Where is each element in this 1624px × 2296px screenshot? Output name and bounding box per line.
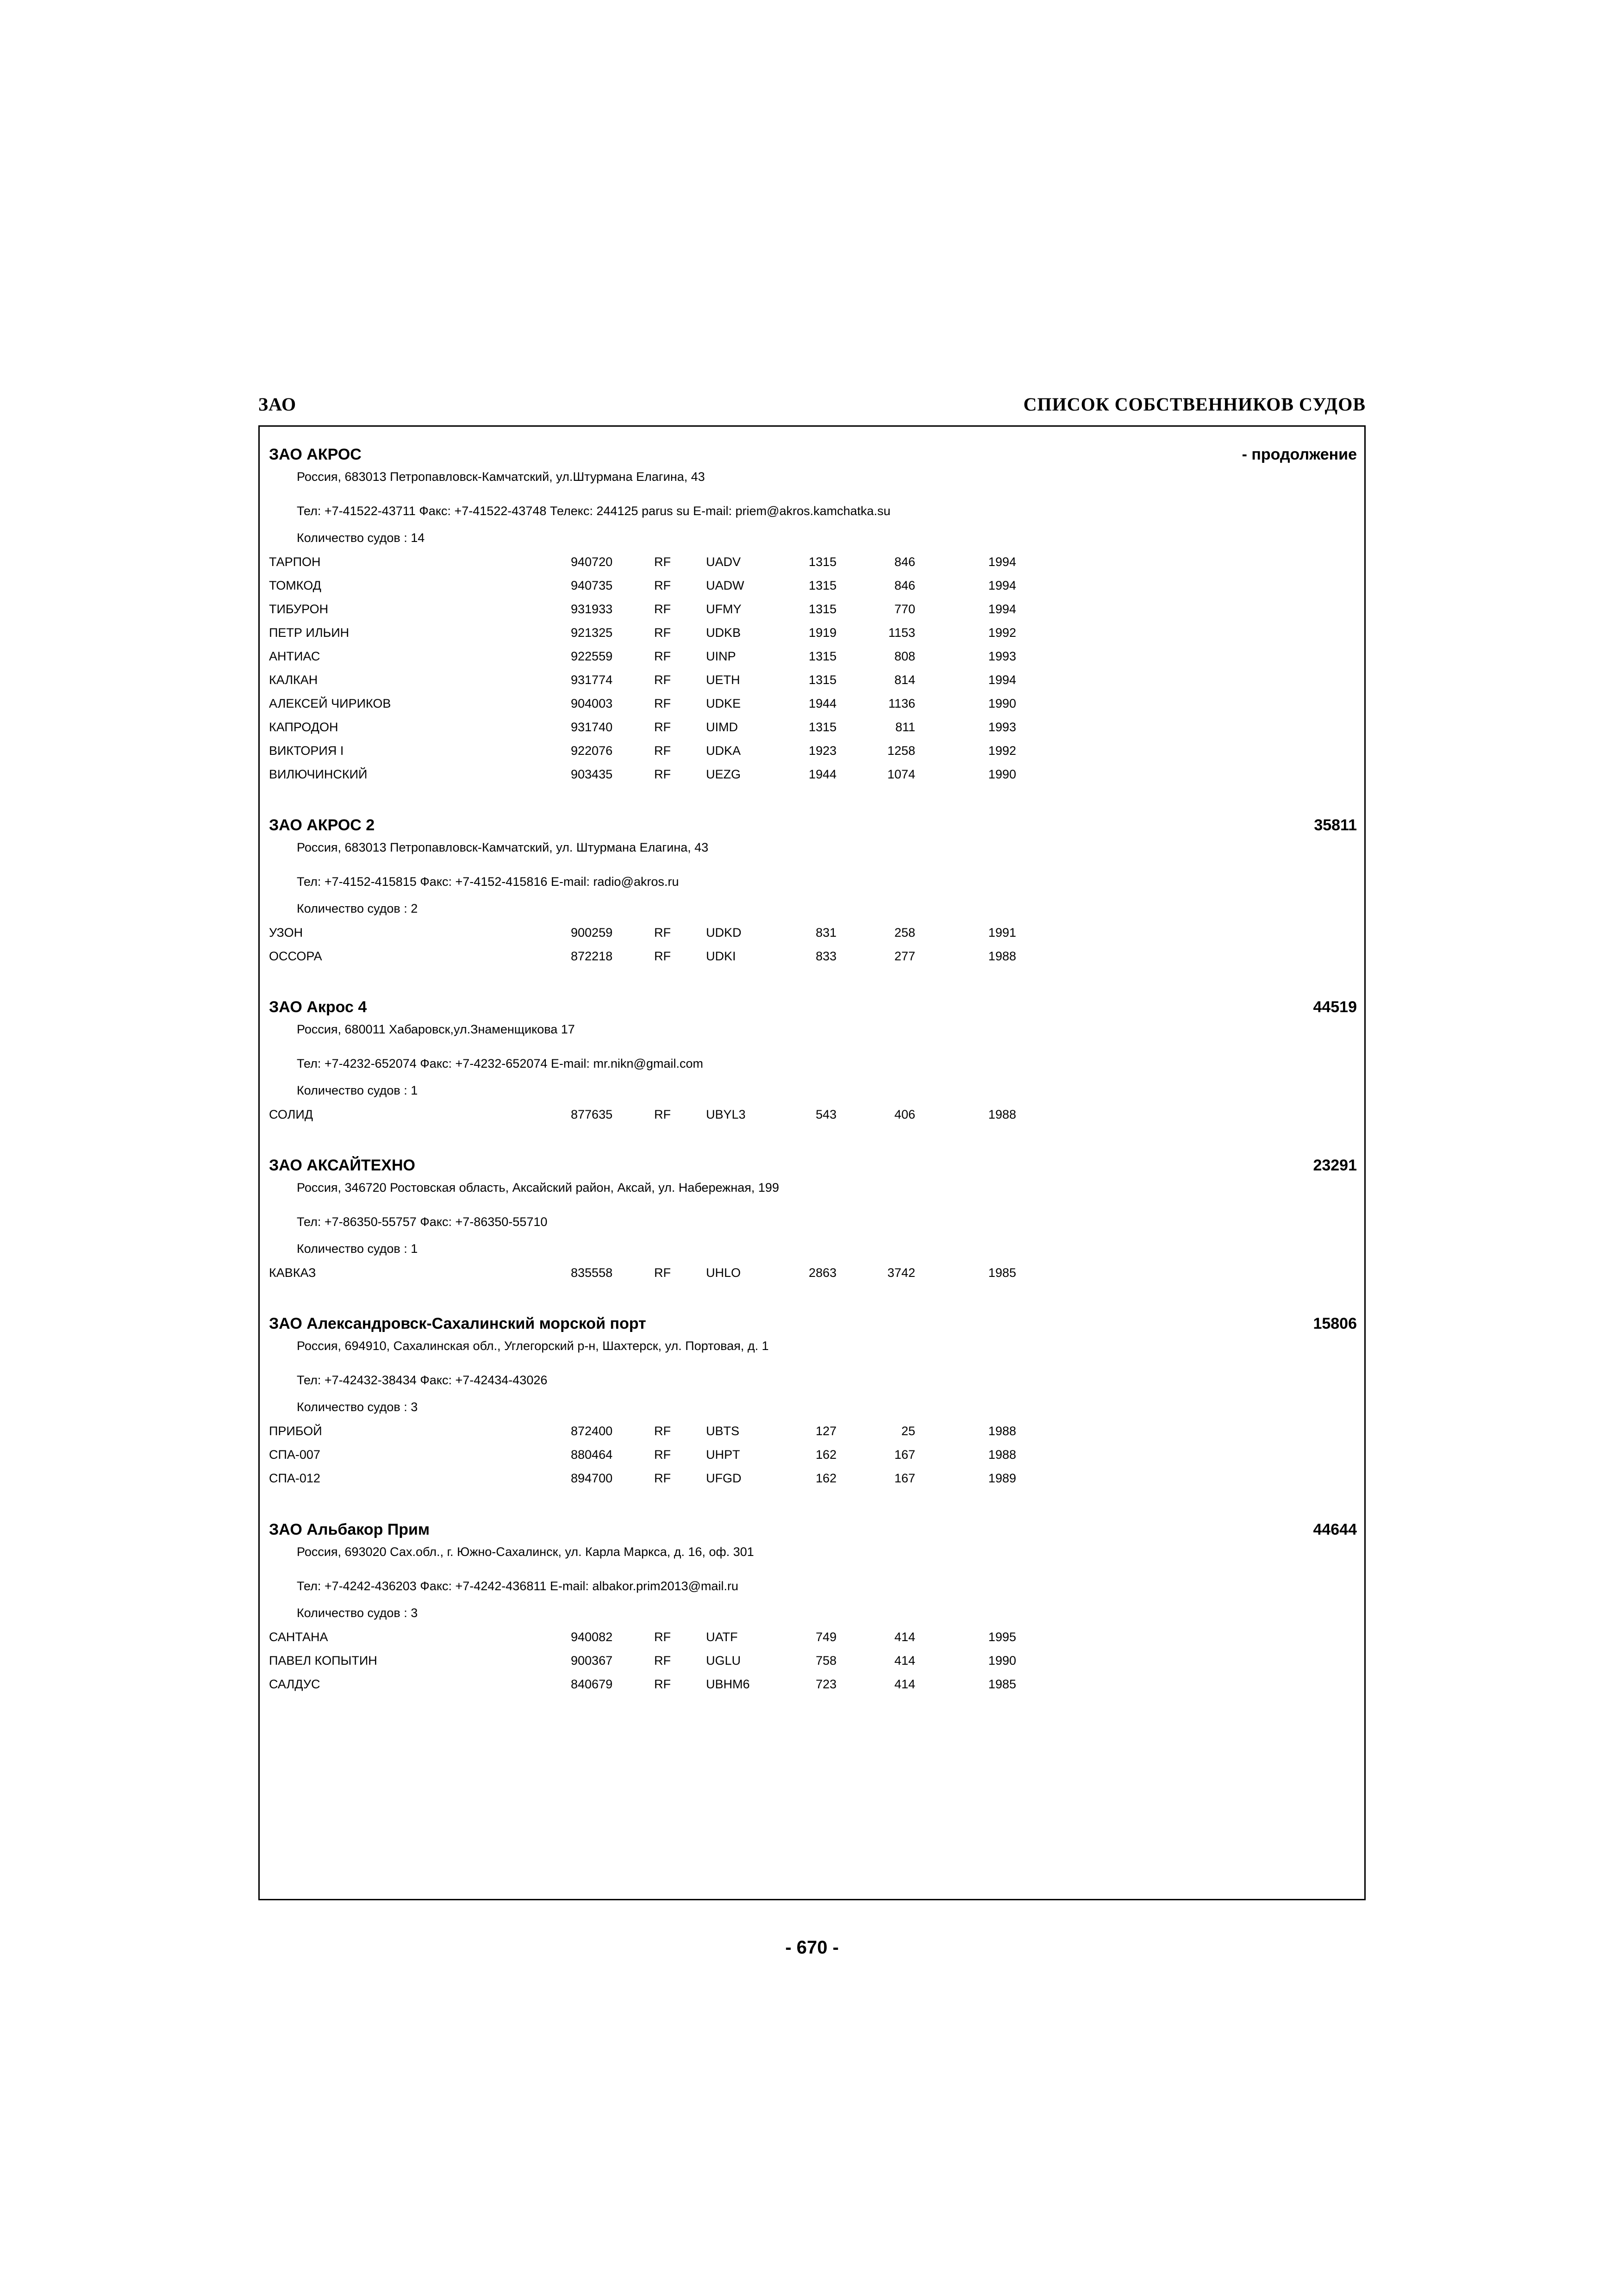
vessel-callsign: UFGD	[706, 1471, 742, 1485]
vessel-year: 1988	[988, 1424, 1016, 1438]
vessel-grt: 1315	[808, 720, 837, 734]
vessel-year: 1990	[988, 767, 1016, 781]
vessel-count: Количество судов : 14	[297, 531, 425, 545]
vessel-year: 1992	[988, 626, 1016, 640]
vessel-row	[269, 625, 1102, 649]
vessel-callsign: UBTS	[706, 1424, 740, 1438]
vessel-callsign: UGLU	[706, 1654, 741, 1668]
vessel-list	[269, 1265, 1102, 1289]
vessel-grt: 1315	[808, 602, 837, 616]
vessel-name: ТОМКОД	[269, 579, 321, 592]
vessel-imo: 922559	[571, 649, 613, 663]
vessel-year: 1989	[988, 1471, 1016, 1485]
page-number: - 670 -	[785, 1937, 839, 1958]
vessel-name: СПА-007	[269, 1448, 320, 1462]
vessel-name: КАВКАЗ	[269, 1266, 316, 1280]
vessel-name: ПЕТР ИЛЬИН	[269, 626, 350, 640]
vessel-dwt: 1136	[888, 697, 915, 710]
vessel-dwt: 277	[894, 949, 915, 963]
owner-code: - продолжение	[1242, 446, 1357, 463]
vessel-flag: RF	[654, 697, 671, 710]
vessel-year: 1994	[988, 555, 1016, 569]
owner-contacts: Тел: +7-42432-38434 Факс: +7-42434-43026	[297, 1373, 548, 1387]
vessel-dwt: 3742	[887, 1266, 915, 1280]
vessel-callsign: UFMY	[706, 602, 742, 616]
vessel-row	[269, 1424, 1102, 1447]
vessel-list	[269, 1630, 1102, 1700]
vessel-list	[269, 1424, 1102, 1494]
vessel-row	[269, 1447, 1102, 1471]
vessel-year: 1991	[988, 926, 1016, 940]
vessel-year: 1990	[988, 1654, 1016, 1668]
vessel-imo: 904003	[571, 697, 613, 710]
vessel-callsign: UETH	[706, 673, 740, 687]
vessel-row	[269, 578, 1102, 602]
vessel-flag: RF	[654, 1108, 671, 1121]
vessel-name: КАЛКАН	[269, 673, 318, 687]
owner-address: Россия, 680011 Хабаровск,ул.Знаменщикова 17	[297, 1022, 575, 1036]
vessel-dwt: 846	[894, 579, 915, 592]
vessel-flag: RF	[654, 1448, 671, 1462]
vessel-flag: RF	[654, 649, 671, 663]
owner-name: ЗАО АКСАЙТЕХНО	[269, 1157, 415, 1174]
vessel-flag: RF	[654, 626, 671, 640]
vessel-year: 1995	[988, 1630, 1016, 1644]
vessel-grt: 831	[815, 926, 837, 940]
vessel-name: ВИКТОРИЯ I	[269, 744, 344, 758]
owner-name: ЗАО Акрос 4	[269, 998, 367, 1016]
vessel-imo: 894700	[571, 1471, 613, 1485]
section-title: ЗАО	[258, 394, 297, 415]
vessel-year: 1988	[988, 1448, 1016, 1462]
vessel-flag: RF	[654, 1424, 671, 1438]
vessel-grt: 1944	[808, 697, 837, 710]
vessel-list	[269, 1107, 1102, 1131]
vessel-grt: 1315	[808, 555, 837, 569]
vessel-row	[269, 1107, 1102, 1131]
owner-list-frame	[258, 425, 1366, 1900]
vessel-count: Количество судов : 3	[297, 1606, 418, 1620]
vessel-year: 1993	[988, 649, 1016, 663]
vessel-name: АНТИАС	[269, 649, 320, 663]
vessel-row	[269, 1471, 1102, 1494]
vessel-imo: 931740	[571, 720, 613, 734]
vessel-imo: 872218	[571, 949, 613, 963]
vessel-flag: RF	[654, 1677, 671, 1691]
vessel-list	[269, 554, 1102, 790]
vessel-name: ПАВЕЛ КОПЫТИН	[269, 1654, 377, 1668]
vessel-grt: 1315	[808, 649, 837, 663]
vessel-dwt: 846	[894, 555, 915, 569]
vessel-row	[269, 649, 1102, 672]
vessel-imo: 900259	[571, 926, 613, 940]
owner-contacts: Тел: +7-4152-415815 Факс: +7-4152-415816 E-mail: radio@akros.ru	[297, 875, 679, 889]
vessel-imo: 840679	[571, 1677, 613, 1691]
vessel-name: ОССОРА	[269, 949, 322, 963]
vessel-imo: 835558	[571, 1266, 613, 1280]
vessel-callsign: UHPT	[706, 1448, 740, 1462]
vessel-year: 1993	[988, 720, 1016, 734]
vessel-grt: 162	[815, 1471, 837, 1485]
vessel-year: 1994	[988, 673, 1016, 687]
vessel-row	[269, 1677, 1102, 1700]
vessel-count: Количество судов : 2	[297, 902, 418, 915]
vessel-grt: 1315	[808, 673, 837, 687]
vessel-callsign: UADW	[706, 579, 744, 592]
vessel-dwt: 25	[901, 1424, 915, 1438]
vessel-callsign: UEZG	[706, 767, 741, 781]
vessel-row	[269, 767, 1102, 790]
owner-code: 23291	[1313, 1157, 1357, 1174]
vessel-dwt: 1258	[887, 744, 915, 758]
vessel-callsign: UDKB	[706, 626, 741, 640]
vessel-imo: 922076	[571, 744, 613, 758]
vessel-dwt: 414	[894, 1654, 915, 1668]
document-title: СПИСОК СОБСТВЕННИКОВ СУДОВ	[1023, 394, 1366, 415]
vessel-flag: RF	[654, 926, 671, 940]
vessel-name: ТАРПОН	[269, 555, 321, 569]
vessel-dwt: 414	[894, 1630, 915, 1644]
vessel-dwt: 1074	[887, 767, 915, 781]
vessel-name: СПА-012	[269, 1471, 320, 1485]
vessel-imo: 931933	[571, 602, 613, 616]
vessel-callsign: UIMD	[706, 720, 738, 734]
vessel-callsign: UDKI	[706, 949, 736, 963]
vessel-dwt: 414	[894, 1677, 915, 1691]
vessel-dwt: 814	[894, 673, 915, 687]
vessel-flag: RF	[654, 579, 671, 592]
vessel-name: АЛЕКСЕЙ ЧИРИКОВ	[269, 697, 391, 710]
vessel-row	[269, 949, 1102, 972]
vessel-dwt: 770	[894, 602, 915, 616]
vessel-row	[269, 720, 1102, 743]
vessel-imo: 921325	[571, 626, 613, 640]
owner-address: Россия, 346720 Ростовская область, Аксайский район, Аксай, ул. Набережная, 199	[297, 1181, 779, 1195]
owner-code: 44644	[1313, 1521, 1357, 1538]
vessel-callsign: UBYL3	[706, 1108, 746, 1121]
vessel-row	[269, 602, 1102, 625]
owner-name: ЗАО АКРОС 2	[269, 816, 375, 834]
vessel-grt: 1923	[808, 744, 837, 758]
vessel-count: Количество судов : 1	[297, 1083, 418, 1097]
vessel-grt: 1944	[808, 767, 837, 781]
vessel-flag: RF	[654, 720, 671, 734]
vessel-grt: 1315	[808, 579, 837, 592]
vessel-year: 1990	[988, 697, 1016, 710]
vessel-dwt: 1153	[888, 626, 915, 640]
vessel-grt: 833	[815, 949, 837, 963]
vessel-row	[269, 925, 1102, 949]
vessel-row	[269, 1265, 1102, 1289]
owner-name: ЗАО Альбакор Прим	[269, 1521, 430, 1538]
vessel-flag: RF	[654, 602, 671, 616]
vessel-grt: 543	[815, 1108, 837, 1121]
vessel-flag: RF	[654, 744, 671, 758]
vessel-year: 1988	[988, 949, 1016, 963]
vessel-year: 1992	[988, 744, 1016, 758]
vessel-dwt: 811	[895, 720, 915, 734]
owner-address: Россия, 693020 Сах.обл., г. Южно-Сахалинск, ул. Карла Маркса, д. 16, оф. 301	[297, 1545, 754, 1559]
vessel-callsign: UBHM6	[706, 1677, 750, 1691]
vessel-callsign: UHLO	[706, 1266, 741, 1280]
vessel-row	[269, 554, 1102, 578]
vessel-imo: 940082	[571, 1630, 613, 1644]
vessel-name: ПРИБОЙ	[269, 1424, 322, 1438]
vessel-callsign: UDKE	[706, 697, 741, 710]
vessel-dwt: 406	[894, 1108, 915, 1121]
vessel-flag: RF	[654, 1266, 671, 1280]
vessel-callsign: UDKD	[706, 926, 742, 940]
vessel-name: СОЛИД	[269, 1108, 313, 1121]
vessel-flag: RF	[654, 555, 671, 569]
vessel-dwt: 808	[894, 649, 915, 663]
owner-address: Россия, 694910, Сахалинская обл., Углегорский р-н, Шахтерск, ул. Портовая, д. 1	[297, 1339, 769, 1353]
owner-contacts: Тел: +7-41522-43711 Факс: +7-41522-43748 Телекс: 244125 parus su E-mail: priem@akros.kamchatka.su	[297, 504, 891, 518]
owner-code: 35811	[1314, 816, 1357, 834]
vessel-grt: 749	[815, 1630, 837, 1644]
vessel-year: 1994	[988, 579, 1016, 592]
vessel-name: КАПРОДОН	[269, 720, 338, 734]
vessel-flag: RF	[654, 767, 671, 781]
vessel-name: ВИЛЮЧИНСКИЙ	[269, 767, 368, 781]
owner-contacts: Тел: +7-86350-55757 Факс: +7-86350-55710	[297, 1215, 548, 1229]
owner-contacts: Тел: +7-4242-436203 Факс: +7-4242-436811 E-mail: albakor.prim2013@mail.ru	[297, 1579, 738, 1593]
vessel-dwt: 167	[894, 1471, 915, 1485]
owner-code: 15806	[1313, 1315, 1357, 1332]
vessel-name: САЛДУС	[269, 1677, 320, 1691]
vessel-row	[269, 672, 1102, 696]
owner-address: Россия, 683013 Петропавловск-Камчатский, ул. Штурмана Елагина, 43	[297, 840, 709, 854]
vessel-imo: 900367	[571, 1654, 613, 1668]
vessel-grt: 2863	[808, 1266, 837, 1280]
vessel-dwt: 258	[894, 926, 915, 940]
vessel-row	[269, 696, 1102, 720]
vessel-imo: 931774	[571, 673, 613, 687]
vessel-name: УЗОН	[269, 926, 303, 940]
vessel-year: 1985	[988, 1677, 1016, 1691]
vessel-callsign: UDKA	[706, 744, 741, 758]
vessel-grt: 758	[815, 1654, 837, 1668]
vessel-grt: 723	[815, 1677, 837, 1691]
vessel-imo: 880464	[571, 1448, 613, 1462]
vessel-name: ТИБУРОН	[269, 602, 329, 616]
vessel-list	[269, 925, 1102, 972]
vessel-imo: 903435	[571, 767, 613, 781]
vessel-row	[269, 1630, 1102, 1653]
vessel-flag: RF	[654, 949, 671, 963]
vessel-count: Количество судов : 1	[297, 1242, 418, 1256]
vessel-name: САНТАНА	[269, 1630, 328, 1644]
vessel-row	[269, 1653, 1102, 1677]
vessel-callsign: UINP	[706, 649, 736, 663]
vessel-callsign: UATF	[706, 1630, 738, 1644]
vessel-flag: RF	[654, 1471, 671, 1485]
vessel-count: Количество судов : 3	[297, 1400, 418, 1414]
owner-code: 44519	[1313, 998, 1357, 1016]
vessel-flag: RF	[654, 1654, 671, 1668]
vessel-imo: 872400	[571, 1424, 613, 1438]
vessel-grt: 1919	[808, 626, 837, 640]
owner-name: ЗАО АКРОС	[269, 446, 362, 463]
vessel-row	[269, 743, 1102, 767]
owner-contacts: Тел: +7-4232-652074 Факс: +7-4232-652074 E-mail: mr.nikn@gmail.com	[297, 1057, 703, 1070]
owner-name: ЗАО Александровск-Сахалинский морской порт	[269, 1315, 646, 1332]
vessel-grt: 162	[815, 1448, 837, 1462]
vessel-grt: 127	[815, 1424, 837, 1438]
vessel-year: 1985	[988, 1266, 1016, 1280]
vessel-imo: 940720	[571, 555, 613, 569]
vessel-year: 1994	[988, 602, 1016, 616]
vessel-year: 1988	[988, 1108, 1016, 1121]
vessel-flag: RF	[654, 1630, 671, 1644]
vessel-dwt: 167	[894, 1448, 915, 1462]
vessel-imo: 877635	[571, 1108, 613, 1121]
owner-address: Россия, 683013 Петропавловск-Камчатский, ул.Штурмана Елагина, 43	[297, 470, 705, 484]
vessel-imo: 940735	[571, 579, 613, 592]
vessel-flag: RF	[654, 673, 671, 687]
vessel-callsign: UADV	[706, 555, 741, 569]
